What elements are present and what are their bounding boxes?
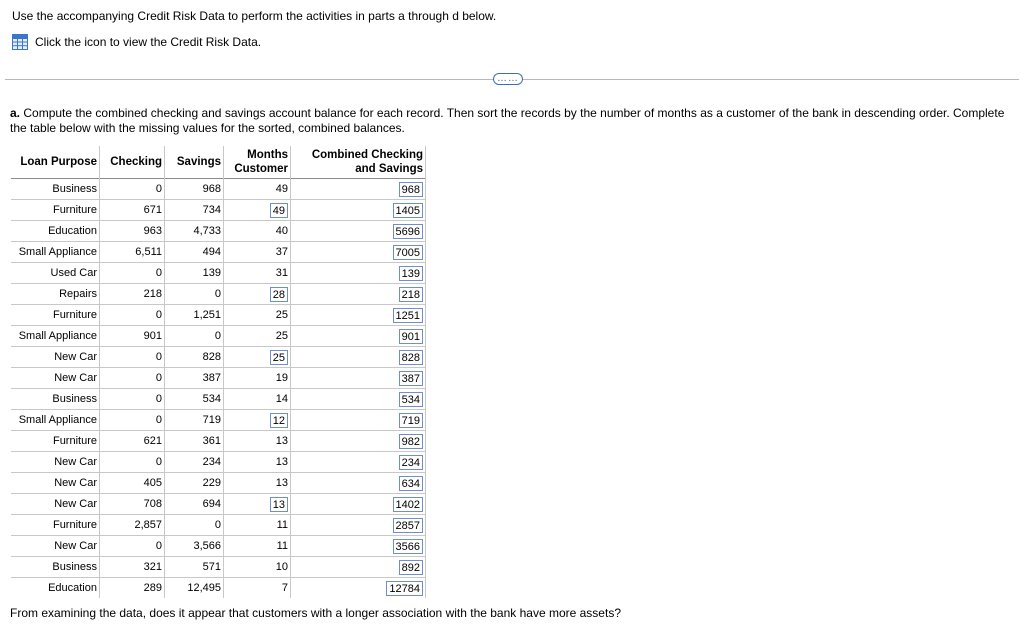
cell-checking: 0 — [100, 305, 165, 326]
cell-months-customer: 40 — [224, 221, 291, 242]
cell-combined-balance — [291, 452, 426, 473]
cell-loan-purpose: Business — [11, 389, 100, 410]
header-savings: Savings — [165, 146, 224, 179]
cell-loan-purpose: Furniture — [11, 305, 100, 326]
cell-loan-purpose: New Car — [11, 452, 100, 473]
header-loan-purpose: Loan Purpose — [20, 156, 97, 168]
cell-months-customer: 11 — [224, 536, 291, 557]
cell-loan-purpose: Education — [11, 578, 100, 599]
combined-answer-box[interactable]: 234 — [399, 455, 423, 470]
cell-loan-purpose: Furniture — [11, 431, 100, 452]
combined-answer-box[interactable]: 5696 — [393, 224, 423, 239]
table-row — [11, 578, 426, 599]
cell-months-customer — [224, 494, 291, 515]
combined-answer-box[interactable]: 982 — [399, 434, 423, 449]
combined-answer-box[interactable]: 2857 — [393, 518, 423, 533]
cell-savings: 0 — [165, 515, 224, 536]
cell-months-customer — [224, 284, 291, 305]
cell-checking: 405 — [100, 473, 165, 494]
cell-loan-purpose: New Car — [11, 494, 100, 515]
table-row — [11, 179, 426, 200]
cell-combined-balance — [291, 179, 426, 200]
cell-loan-purpose: New Car — [11, 536, 100, 557]
cell-checking: 218 — [100, 284, 165, 305]
cell-loan-purpose: Education — [11, 221, 100, 242]
cell-months-customer: 25 — [224, 305, 291, 326]
cell-checking: 0 — [100, 263, 165, 284]
cell-loan-purpose: Small Appliance — [11, 326, 100, 347]
cell-savings: 1,251 — [165, 305, 224, 326]
cell-months-customer: 10 — [224, 557, 291, 578]
cell-savings: 387 — [165, 368, 224, 389]
combined-answer-box[interactable]: 828 — [399, 350, 423, 365]
table-row — [11, 515, 426, 536]
combined-answer-box[interactable]: 1405 — [393, 203, 423, 218]
cell-combined-balance — [291, 473, 426, 494]
cell-checking: 2,857 — [100, 515, 165, 536]
table-row — [11, 494, 426, 515]
months-answer-box[interactable]: 25 — [270, 350, 288, 365]
table-row — [11, 200, 426, 221]
cell-months-customer: 13 — [224, 431, 291, 452]
cell-combined-balance — [291, 221, 426, 242]
combined-answer-box[interactable]: 901 — [399, 329, 423, 344]
combined-answer-box[interactable]: 218 — [399, 287, 423, 302]
table-row — [11, 557, 426, 578]
months-answer-box[interactable]: 49 — [270, 203, 288, 218]
cell-months-customer: 19 — [224, 368, 291, 389]
question-text — [10, 106, 1024, 136]
cell-loan-purpose: New Car — [11, 473, 100, 494]
header-checking: Checking — [100, 146, 165, 179]
table-row — [11, 368, 426, 389]
combined-answer-box[interactable]: 892 — [399, 560, 423, 575]
table-row — [11, 284, 426, 305]
cell-savings: 12,495 — [165, 578, 224, 599]
cell-checking: 963 — [100, 221, 165, 242]
cell-checking: 321 — [100, 557, 165, 578]
cell-savings: 0 — [165, 326, 224, 347]
cell-months-customer: 14 — [224, 389, 291, 410]
table-row — [11, 410, 426, 431]
cell-combined-balance — [291, 326, 426, 347]
cell-loan-purpose: Furniture — [11, 515, 100, 536]
cell-months-customer: 11 — [224, 515, 291, 536]
table-row — [11, 305, 426, 326]
header-months-customer — [224, 146, 291, 179]
header-combined-line1: Combined Checking — [311, 149, 423, 161]
cell-checking: 289 — [100, 578, 165, 599]
cell-combined-balance — [291, 536, 426, 557]
table-row — [11, 347, 426, 368]
combined-answer-box[interactable]: 387 — [399, 371, 423, 386]
cell-combined-balance — [291, 305, 426, 326]
cell-months-customer — [224, 410, 291, 431]
cell-loan-purpose: Business — [11, 557, 100, 578]
cell-savings: 968 — [165, 179, 224, 200]
cell-savings: 4,733 — [165, 221, 224, 242]
combined-answer-box[interactable]: 534 — [399, 392, 423, 407]
cell-combined-balance — [291, 200, 426, 221]
table-row — [11, 431, 426, 452]
table-row — [11, 536, 426, 557]
table-row — [11, 452, 426, 473]
cell-combined-balance — [291, 410, 426, 431]
combined-answer-box[interactable]: 968 — [399, 182, 423, 197]
combined-answer-box[interactable]: 634 — [399, 476, 423, 491]
cell-savings: 0 — [165, 284, 224, 305]
cell-savings: 139 — [165, 263, 224, 284]
header-combined — [291, 146, 426, 179]
cell-combined-balance — [291, 284, 426, 305]
view-data-link[interactable] — [12, 34, 261, 50]
cell-combined-balance — [291, 242, 426, 263]
cell-savings: 734 — [165, 200, 224, 221]
cell-combined-balance — [291, 515, 426, 536]
cell-checking: 0 — [100, 368, 165, 389]
credit-risk-table — [11, 146, 426, 598]
cell-checking: 0 — [100, 410, 165, 431]
cell-months-customer: 7 — [224, 578, 291, 599]
cell-combined-balance — [291, 263, 426, 284]
table-row — [11, 326, 426, 347]
cell-loan-purpose: Small Appliance — [11, 242, 100, 263]
cell-months-customer — [224, 200, 291, 221]
cell-savings: 694 — [165, 494, 224, 515]
header-combined-line2: and Savings — [355, 163, 423, 175]
cell-loan-purpose: New Car — [11, 347, 100, 368]
combined-answer-box[interactable]: 7005 — [393, 245, 423, 260]
cell-combined-balance — [291, 578, 426, 599]
combined-answer-box[interactable]: 3566 — [393, 539, 423, 554]
cell-months-customer: 37 — [224, 242, 291, 263]
cell-checking: 0 — [100, 452, 165, 473]
cell-checking: 6,511 — [100, 242, 165, 263]
cell-savings: 361 — [165, 431, 224, 452]
combined-answer-box[interactable]: 1251 — [393, 308, 423, 323]
cell-checking: 901 — [100, 326, 165, 347]
cell-savings: 719 — [165, 410, 224, 431]
months-answer-box[interactable]: 13 — [270, 497, 288, 512]
question-part-label: a. — [10, 106, 21, 120]
cell-savings: 571 — [165, 557, 224, 578]
cell-loan-purpose: Repairs — [11, 284, 100, 305]
months-answer-box[interactable]: 12 — [270, 413, 288, 428]
cell-savings: 234 — [165, 452, 224, 473]
table-body — [11, 179, 426, 599]
cell-loan-purpose: New Car — [11, 368, 100, 389]
cell-months-customer: 25 — [224, 326, 291, 347]
header-months-line2: Customer — [234, 163, 288, 175]
cell-checking: 0 — [100, 347, 165, 368]
cell-savings: 828 — [165, 347, 224, 368]
table-row — [11, 263, 426, 284]
table-row — [11, 389, 426, 410]
question-body: Compute the combined checking and savings account balance for each record. Then sort the records by the number of months as a customer of the bank in descending order. Complete the table below with the missing values for the sorted, combined balances. — [10, 106, 1005, 135]
intro-text: Use the accompanying Credit Risk Data to perform the activities in parts a through d below. — [12, 9, 497, 23]
cell-savings: 494 — [165, 242, 224, 263]
cell-months-customer: 13 — [224, 473, 291, 494]
cell-combined-balance — [291, 347, 426, 368]
combined-answer-box[interactable]: 1402 — [393, 497, 423, 512]
cell-months-customer: 49 — [224, 179, 291, 200]
table-header-row — [11, 146, 426, 179]
cell-savings: 3,566 — [165, 536, 224, 557]
cell-combined-balance — [291, 431, 426, 452]
cell-checking: 671 — [100, 200, 165, 221]
cell-combined-balance — [291, 389, 426, 410]
cell-loan-purpose: Small Appliance — [11, 410, 100, 431]
cell-loan-purpose: Business — [52, 183, 97, 195]
cell-savings: 534 — [165, 389, 224, 410]
cell-checking: 708 — [100, 494, 165, 515]
cell-months-customer: 31 — [224, 263, 291, 284]
table-row — [11, 242, 426, 263]
followup-question: From examining the data, does it appear that customers with a longer association with the bank have more assets? — [10, 606, 621, 620]
cell-checking: 0 — [100, 389, 165, 410]
table-row — [11, 473, 426, 494]
combined-answer-box[interactable]: 139 — [399, 266, 423, 281]
table-row — [11, 221, 426, 242]
header-months-line1: Months — [247, 149, 288, 161]
cell-combined-balance — [291, 368, 426, 389]
cell-savings: 229 — [165, 473, 224, 494]
cell-checking: 0 — [100, 179, 165, 200]
combined-answer-box[interactable]: 719 — [399, 413, 423, 428]
cell-loan-purpose: Furniture — [11, 200, 100, 221]
table-grid-icon[interactable] — [12, 34, 28, 50]
combined-answer-box[interactable]: 12784 — [386, 581, 423, 596]
months-answer-box[interactable]: 28 — [270, 287, 288, 302]
cell-loan-purpose: Used Car — [11, 263, 100, 284]
view-data-link-text[interactable]: Click the icon to view the Credit Risk Data. — [35, 35, 262, 49]
cell-checking: 0 — [100, 536, 165, 557]
cell-checking: 621 — [100, 431, 165, 452]
cell-months-customer — [224, 347, 291, 368]
cell-months-customer: 13 — [224, 452, 291, 473]
cell-combined-balance — [291, 557, 426, 578]
more-options-button[interactable]: …… — [493, 73, 523, 85]
cell-combined-balance — [291, 494, 426, 515]
